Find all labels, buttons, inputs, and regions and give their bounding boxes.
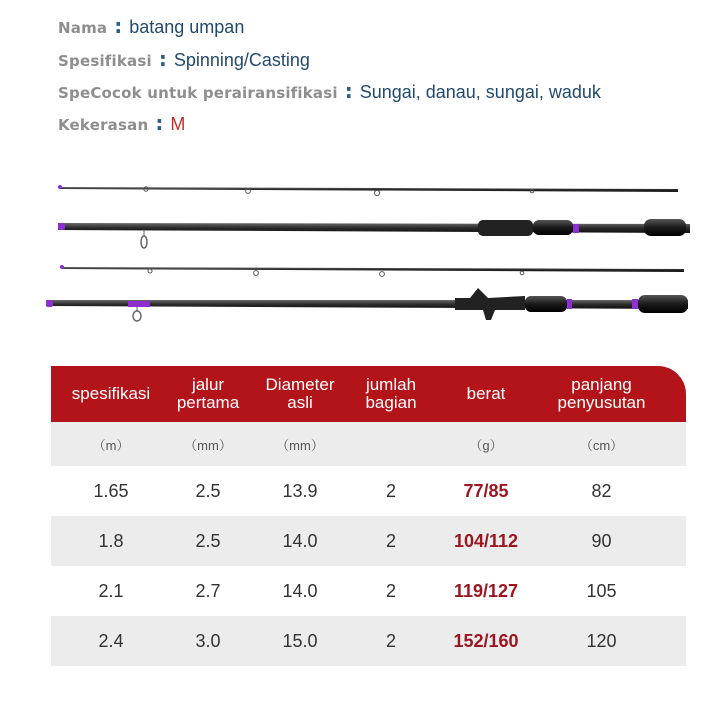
rear-grip	[638, 295, 688, 313]
spec-colon: :	[114, 14, 123, 38]
table-row	[51, 616, 686, 666]
cell-length: 1.8	[98, 530, 124, 551]
cell-transport-length: 105	[586, 580, 617, 601]
spec-value: Sungai, danau, sungai, waduk	[359, 82, 601, 102]
guide-ring-icon	[148, 269, 152, 273]
spec-line-kekerasan	[58, 111, 185, 135]
spinning-rod-tip-section	[58, 185, 678, 196]
cell-sections: 2	[385, 480, 396, 501]
fore-grip	[533, 220, 573, 235]
unit-cell: （cm）	[579, 437, 624, 453]
cell-weight: 119/127	[453, 580, 519, 601]
column-header-berat: berat	[466, 384, 506, 403]
fore-grip	[525, 296, 567, 312]
cell-diameter: 14.0	[282, 580, 318, 601]
cell-weight: 77/85	[463, 480, 509, 501]
specification-table	[51, 366, 686, 666]
cell-length: 2.1	[98, 580, 124, 601]
spec-colon: :	[344, 79, 353, 103]
cell-transport-length: 90	[591, 530, 612, 551]
cell-weight: 104/112	[453, 530, 519, 551]
column-header-jumlah-bagian: jumlah bagian	[365, 375, 417, 412]
spec-key: Nama	[58, 19, 108, 37]
casting-rod-butt-section	[46, 288, 688, 321]
cell-line: 2.5	[195, 530, 221, 551]
spec-key: SpeCocok untuk perairansifikasi	[58, 84, 338, 102]
column-header-diameter-asli: Diameter asli	[265, 375, 335, 412]
table-row	[51, 516, 686, 566]
cell-diameter: 13.9	[282, 480, 318, 501]
table-row	[51, 566, 686, 616]
spec-value-hardness: M	[170, 114, 186, 134]
spec-line-spesifikasi	[58, 47, 310, 71]
spec-line-nama	[58, 14, 244, 38]
tip-guide-icon	[58, 185, 62, 189]
guide-ring-icon	[374, 190, 379, 195]
cell-weight: 152/160	[453, 630, 519, 651]
cell-sections: 2	[385, 630, 396, 651]
tip-guide-icon	[60, 265, 64, 269]
stripper-guide-icon	[133, 311, 141, 321]
spec-colon: :	[155, 111, 164, 135]
guide-ring-icon	[380, 272, 385, 277]
spec-value: batang umpan	[129, 17, 245, 37]
spec-key: Spesifikasi	[58, 52, 152, 70]
table-header	[51, 366, 686, 422]
guide-ring-icon	[254, 271, 259, 276]
casting-rod-tip-section	[60, 265, 684, 276]
cell-line: 2.5	[195, 480, 221, 501]
spec-line-perairan	[58, 79, 601, 103]
rear-grip	[644, 219, 686, 236]
column-header-jalur-pertama: jalur pertama	[176, 375, 240, 412]
column-header-panjang-penyusutan: panjang penyusutan	[557, 375, 646, 412]
table-row	[51, 466, 686, 516]
spec-value: Spinning/Casting	[173, 50, 310, 70]
cell-diameter: 14.0	[282, 530, 318, 551]
spec-key: Kekerasan	[58, 116, 149, 134]
trigger-reel-seat-icon	[455, 288, 525, 310]
cell-diameter: 15.0	[282, 630, 318, 651]
reel-seat-icon	[478, 220, 533, 236]
cell-transport-length: 120	[586, 630, 617, 651]
column-header-spesifikasi: spesifikasi	[71, 384, 151, 403]
cell-line: 3.0	[195, 630, 221, 651]
cell-sections: 2	[385, 530, 396, 551]
guide-ring-icon	[520, 271, 524, 275]
fishing-rods-illustration	[0, 170, 726, 330]
cell-length: 2.4	[98, 630, 124, 651]
units-row	[51, 422, 686, 466]
unit-cell	[351, 422, 431, 466]
cell-length: 1.65	[93, 480, 129, 501]
cell-line: 2.7	[195, 580, 221, 601]
cell-transport-length: 82	[591, 480, 612, 501]
unit-cell: （g）	[469, 437, 503, 453]
stripper-guide-icon	[141, 236, 147, 248]
cell-sections: 2	[385, 580, 396, 601]
spec-colon: :	[158, 47, 167, 71]
trigger-icon	[483, 310, 495, 320]
unit-cell: （mm）	[184, 437, 232, 453]
spinning-rod-butt-section	[58, 219, 690, 248]
unit-cell: （m）	[92, 437, 130, 453]
unit-cell: （mm）	[276, 437, 324, 453]
